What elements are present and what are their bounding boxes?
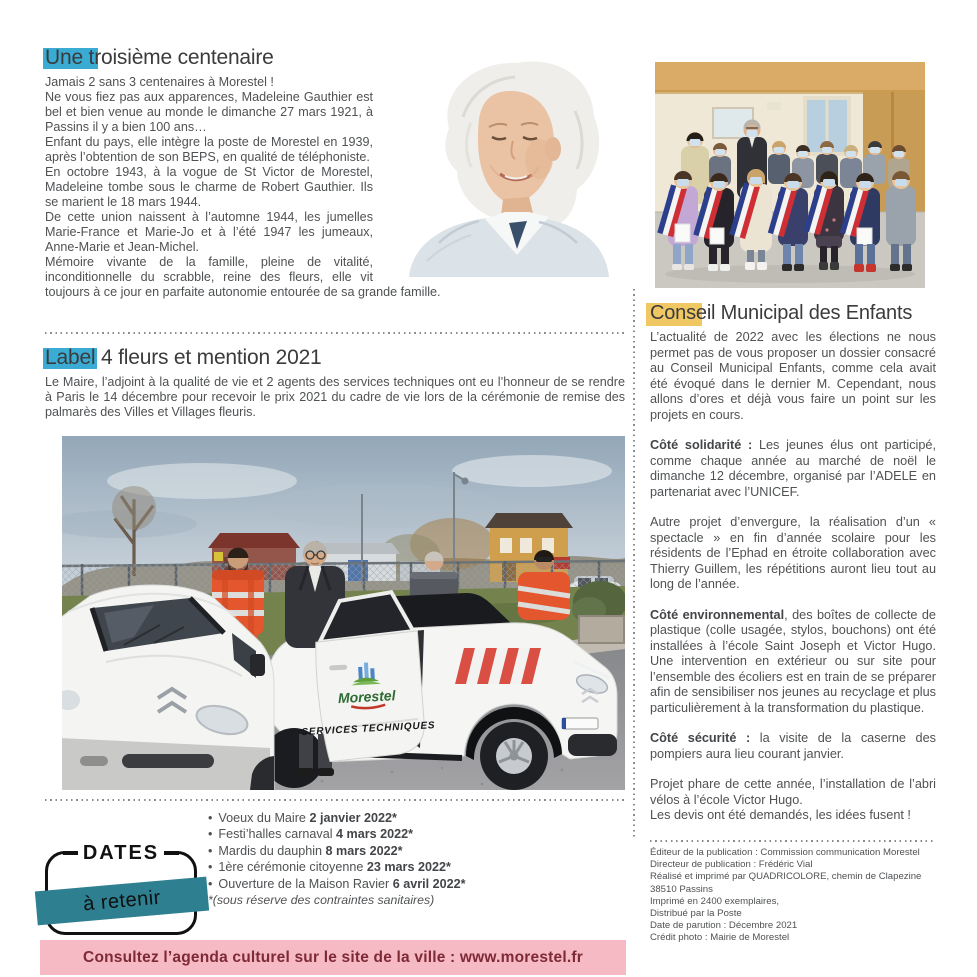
paragraph: Autre projet d’envergure, la réalisation d’un « spectacle » en fin d’année scolaire pour les résidents de l’Ephad en étroite collaboration avec Thierry Guillem, les répétitions auront lieu tout au long de l’année.	[650, 515, 936, 591]
children-photo-illustration	[655, 62, 925, 288]
dotted-separator-right	[650, 840, 936, 842]
dash-left	[63, 851, 78, 855]
article-fleurs	[45, 346, 625, 420]
paragraph: Projet phare de cette année, l’installation de l’abri vélos à l’école Victor Hugo.	[650, 777, 936, 807]
paragraph: Les devis ont été demandés, les idées fusent !	[650, 808, 911, 822]
door-brand-text: Morestel	[337, 687, 396, 707]
footer-line: Imprimé en 2400 exemplaires,	[650, 895, 780, 907]
dates-box	[45, 842, 197, 935]
front-bumper	[568, 734, 617, 756]
dates-box-subtitle: à retenir	[82, 886, 162, 915]
date-item: • Ouverture de la Maison Ravier 6 avril 2022*	[208, 876, 488, 892]
publication-info	[650, 847, 936, 945]
dotted-separator-top	[45, 332, 625, 334]
paragraph: En octobre 1943, à la vogue de St Victor de Morestel, Madeleine tombe sous le charme de Robert Gauthier. Ils se marient le 18 mars 1944.	[45, 165, 373, 209]
paragraph: Côté solidarité : Les jeunes élus ont participé, comme chaque année au marché de noël le dimanche 12 décembre, organisé par l’ADELE en partenariat avec l’UNICEF.	[650, 438, 936, 499]
date-item: • Voeux du Maire 2 janvier 2022*	[208, 810, 488, 826]
paragraph: Mémoire vivante de la famille, pleine de vitalité, inconditionnelle du scrabble, reine des fleurs, elle vit toujours à ce jour en parfaite autonomie entourée de sa grande famille.	[45, 255, 441, 299]
dates-list	[208, 810, 488, 908]
dotted-column-divider	[633, 289, 635, 840]
red-white-chevrons	[455, 648, 541, 684]
article-centenaire	[45, 46, 625, 300]
paragraph: Jamais 2 sans 3 centenaires à Morestel !	[45, 75, 274, 89]
article-conseil-title: Conseil Municipal des Enfants	[650, 302, 913, 324]
footer-line: Date de parution : Décembre 2021	[650, 920, 798, 932]
planter	[572, 581, 625, 643]
ceiling	[655, 62, 925, 92]
dash-right	[164, 851, 179, 855]
date-item: • Festi’halles carnaval 4 mars 2022*	[208, 826, 488, 842]
license-plate	[562, 718, 598, 729]
agenda-banner-text: Consultez l’agenda culturel sur le site de la ville : www.morestel.fr	[83, 948, 583, 966]
madeleine-portrait-illustration	[379, 47, 637, 277]
paragraph: L’actualité de 2022 avec les élections ne nous permet pas de vous proposer un dossier consacré au Conseil Municipal Enfants, comme cela avait été évoqué dans le dernier M. Cependant, nous allons d’ores et déjà vous faire un point sur les projets en cours.	[650, 330, 936, 422]
paragraph: De cette union naissent à l’automne 1944, les jumelles Marie-France et Marie-Jo et à l’été 1947 les jumeaux, Anne-Marie et Jean-Michel.	[45, 210, 373, 254]
footer-line: 38510 Passins	[650, 883, 713, 895]
dotted-separator-bottom-left	[45, 799, 625, 801]
footer-line: Éditeur de la publication : Commission communication Morestel	[650, 847, 920, 858]
door-services-text: SERVICES TECHNIQUES	[301, 720, 436, 739]
photo-madeleine-portrait	[385, 65, 629, 269]
footer-line: Directeur de publication : Frédéric Vial	[650, 859, 813, 871]
footer-line: Réalisé et imprimé par QUADRICOLORE, chemin de Clapezine	[650, 871, 922, 883]
paragraph: Enfant du pays, elle intègre la poste de Morestel en 1939, après l’obtention de son BEPS, en qualité de téléphoniste.	[45, 135, 373, 164]
paragraph: Côté environnemental, des boîtes de collecte de plastique (colle usagée, stylos, bouchons) ont été installées à l’école Saint Joseph et Victor Hugo. Une intervention en extérieur ou sur site pour l’ensemble des écoliers est en train de se préparer afin de sensibiliser nos jeunes au recyclage et plus particulièrement à la transformation du plastique.	[650, 607, 936, 715]
van-mirror	[250, 654, 265, 676]
paragraph: Ne vous fiez pas aux apparences, Madeleine Gauthier est bel et bien venue au monde le dimanche 27 mars 1921, à Passins il y a bien 100 ans…	[45, 90, 373, 134]
footer-line: Distribué par la Poste	[650, 908, 742, 920]
paragraph: Le Maire, l’adjoint à la qualité de vie et 2 agents des services techniques ont eu l’honneur de se rendre à Paris le 14 décembre pour recevoir le prix 2021 du cadre de vie lors de la cérémonie de remise des palmarès des Villes et Villages fleuris.	[45, 375, 625, 419]
vehicles-photo-illustration	[62, 436, 625, 790]
footer-line: Crédit photo : Mairie de Morestel	[650, 932, 790, 944]
paragraph: Côté sécurité : la visite de la caserne des pompiers aura lieu courant janvier.	[650, 731, 936, 761]
article-fleurs-title: Label 4 fleurs et mention 2021	[45, 346, 322, 369]
vent	[767, 102, 781, 110]
article-conseil	[650, 302, 936, 824]
dates-box-subtitle-banner	[35, 877, 209, 926]
date-item: • 1ère cérémonie citoyenne 23 mars 2022*	[208, 859, 488, 875]
dates-box-title: DATES	[48, 841, 194, 865]
photo-conseil-enfants	[655, 62, 925, 288]
dates-note: *(sous réserve des contraintes sanitaires)	[208, 893, 435, 908]
photo-services-techniques	[62, 436, 625, 790]
agenda-banner	[40, 940, 626, 975]
date-item: • Mardis du dauphin 8 mars 2022*	[208, 843, 488, 859]
article-centenaire-title: Une troisième centenaire	[45, 46, 274, 69]
